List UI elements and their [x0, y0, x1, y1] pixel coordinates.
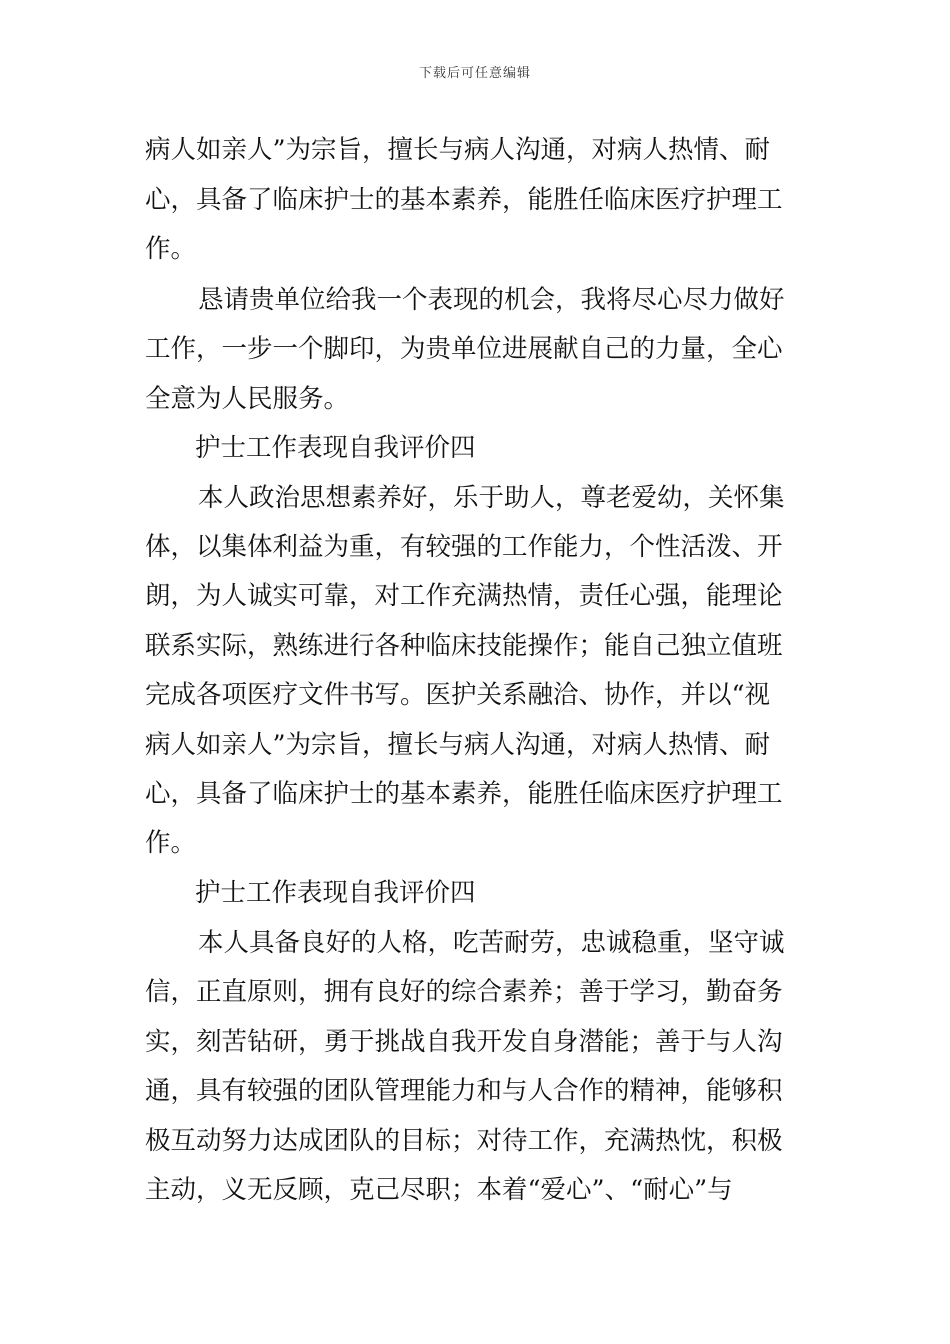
text-line: 作。	[145, 234, 197, 264]
section-heading: 护士工作表现自我评价四	[195, 433, 476, 463]
text-line: 信，正直原则，拥有良好的综合素养；善于学习，勤奋务	[145, 977, 783, 1007]
text-line: 朗，为人诚实可靠，对工作充满热情，责任心强，能理论	[145, 581, 783, 611]
text-line: 通，具有较强的团队管理能力和与人合作的精神，能够积	[145, 1076, 783, 1106]
text-line: 作。	[145, 828, 197, 858]
text-line: 病人如亲人”为宗旨，擅长与病人沟通，对病人热情、耐	[145, 135, 771, 165]
text-line: 工作，一步一个脚印，为贵单位进展献自己的力量，全心	[145, 334, 783, 364]
text-line: 心，具备了临床护士的基本素养，能胜任临床医疗护理工	[145, 779, 783, 809]
text-line: 实，刻苦钻研，勇于挑战自我开发自身潜能；善于与人沟	[145, 1027, 783, 1057]
text-line: 病人如亲人”为宗旨，擅长与病人沟通，对病人热情、耐	[145, 730, 771, 760]
text-line: 本人政治思想素养好，乐于助人，尊老爱幼，关怀集	[198, 483, 785, 513]
text-line: 本人具备良好的人格，吃苦耐劳，忠诚稳重，坚守诚	[198, 928, 785, 958]
text-line: 心，具备了临床护士的基本素养，能胜任临床医疗护理工	[145, 185, 783, 215]
section-heading: 护士工作表现自我评价四	[195, 878, 476, 908]
text-line: 联系实际，熟练进行各种临床技能操作；能自己独立值班	[145, 631, 783, 661]
text-line: 体，以集体利益为重，有较强的工作能力，个性活泼、开	[145, 532, 783, 562]
text-line: 全意为人民服务。	[145, 384, 350, 414]
text-line: 主动，义无反顾，克己尽职；本着“爱心”、“耐心”与	[145, 1175, 733, 1205]
text-line: 极互动努力达成团队的目标；对待工作，充满热忱，积极	[145, 1126, 783, 1156]
text-line: 完成各项医疗文件书写。医护关系融洽、协作，并以“视	[145, 680, 771, 710]
page-header: 下载后可任意编辑	[418, 66, 531, 81]
text-line: 恳请贵单位给我一个表现的机会，我将尽心尽力做好	[198, 285, 785, 315]
